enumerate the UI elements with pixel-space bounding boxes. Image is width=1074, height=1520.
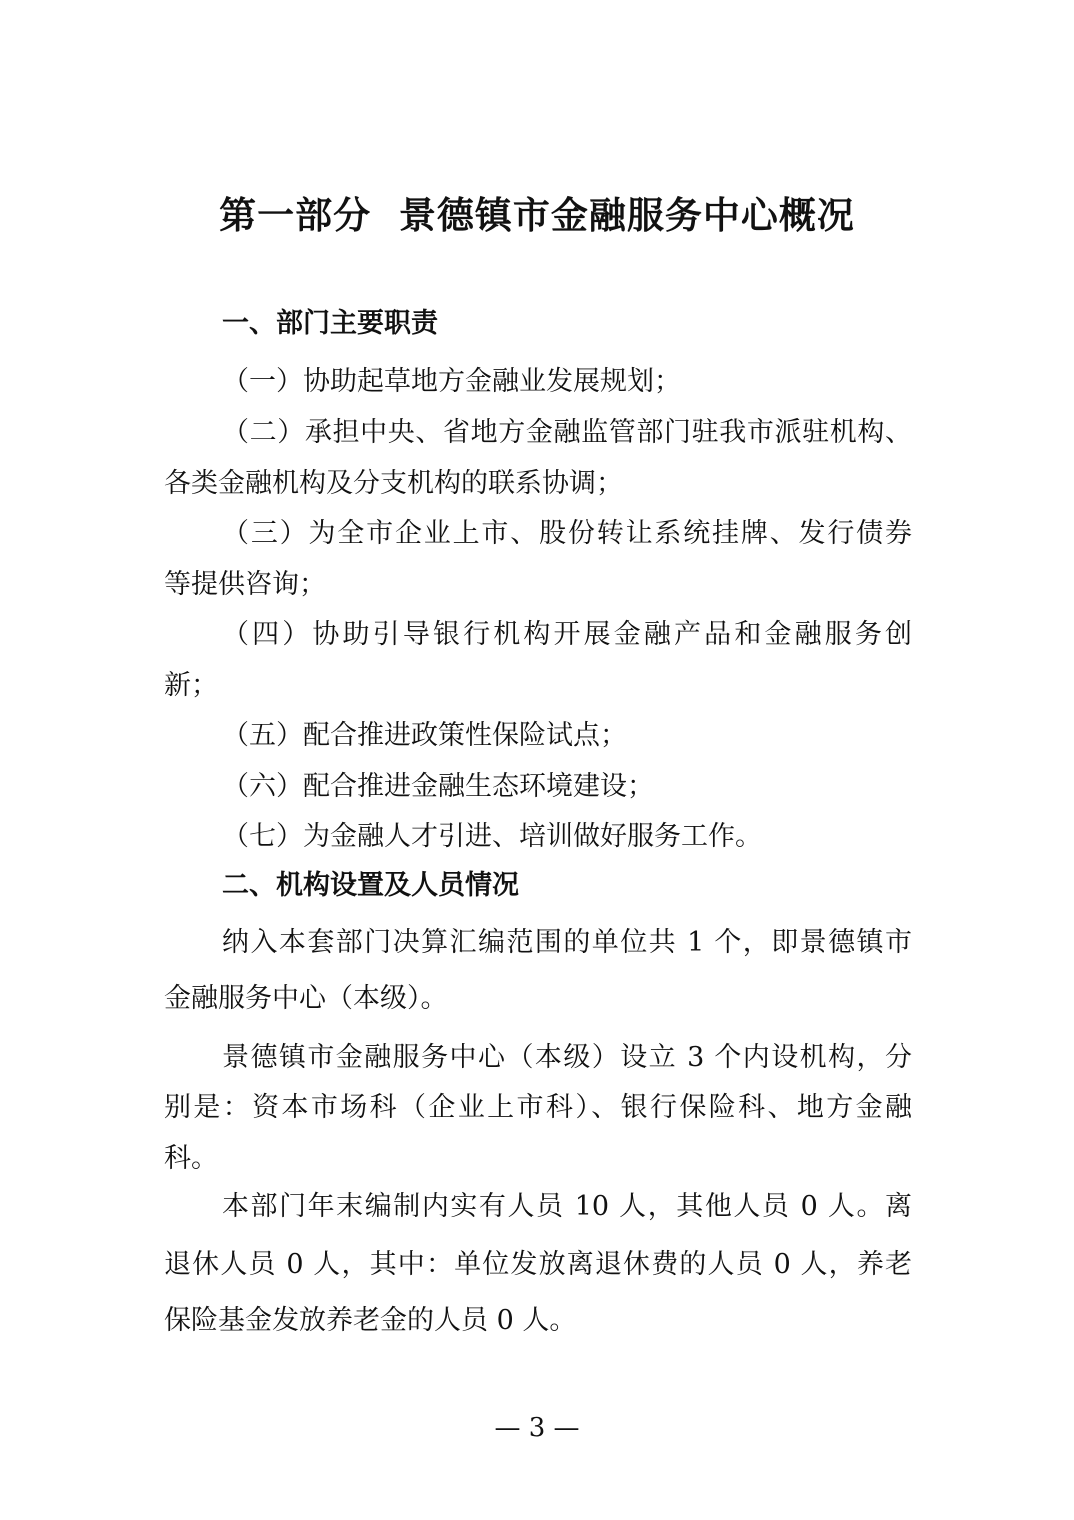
duty-item-2-line-2: 各类金融机构及分支机构的联系协调； (164, 468, 623, 499)
duty-item-4-line-2: 新； (164, 670, 218, 701)
org-paragraph-3-line-1: 本部门年末编制内实有人员 10 人，其他人员 0 人。离 (222, 1191, 912, 1222)
duty-item-7: （七）为金融人才引进、培训做好服务工作。 (222, 821, 762, 852)
org-paragraph-2-line-2: 别是：资本市场科（企业上市科）、银行保险科、地方金融 (164, 1092, 912, 1123)
section-heading-organization: 二、机构设置及人员情况 (222, 870, 519, 901)
duty-item-5: （五）配合推进政策性保险试点； (222, 720, 627, 751)
duty-item-3-line-1: （三）为全市企业上市、股份转让系统挂牌、发行债券 (222, 518, 912, 549)
org-paragraph-2-line-1: 景德镇市金融服务中心（本级）设立 3 个内设机构，分 (222, 1042, 912, 1073)
page-number: — 3 — (494, 1413, 580, 1443)
org-paragraph-2-line-3: 科。 (164, 1143, 218, 1174)
org-paragraph-1-line-2: 金融服务中心（本级）。 (164, 983, 448, 1014)
org-paragraph-1-line-1: 纳入本套部门决算汇编范围的单位共 1 个，即景德镇市 (222, 927, 912, 958)
org-paragraph-3-line-3: 保险基金发放养老金的人员 0 人。 (164, 1305, 577, 1336)
duty-item-2-line-1: （二）承担中央、省地方金融监管部门驻我市派驻机构、 (222, 417, 912, 448)
duty-item-4-line-1: （四）协助引导银行机构开展金融产品和金融服务创 (222, 619, 912, 650)
page-title: 第一部分 景德镇市金融服务中心概况 (219, 194, 855, 237)
section-heading-duties: 一、部门主要职责 (222, 308, 438, 339)
duty-item-3-line-2: 等提供咨询； (164, 569, 326, 600)
org-paragraph-3-line-2: 退休人员 0 人，其中：单位发放离退休费的人员 0 人，养老 (164, 1249, 912, 1280)
duty-item-1: （一）协助起草地方金融业发展规划； (222, 366, 681, 397)
duty-item-6: （六）配合推进金融生态环境建设； (222, 771, 654, 802)
